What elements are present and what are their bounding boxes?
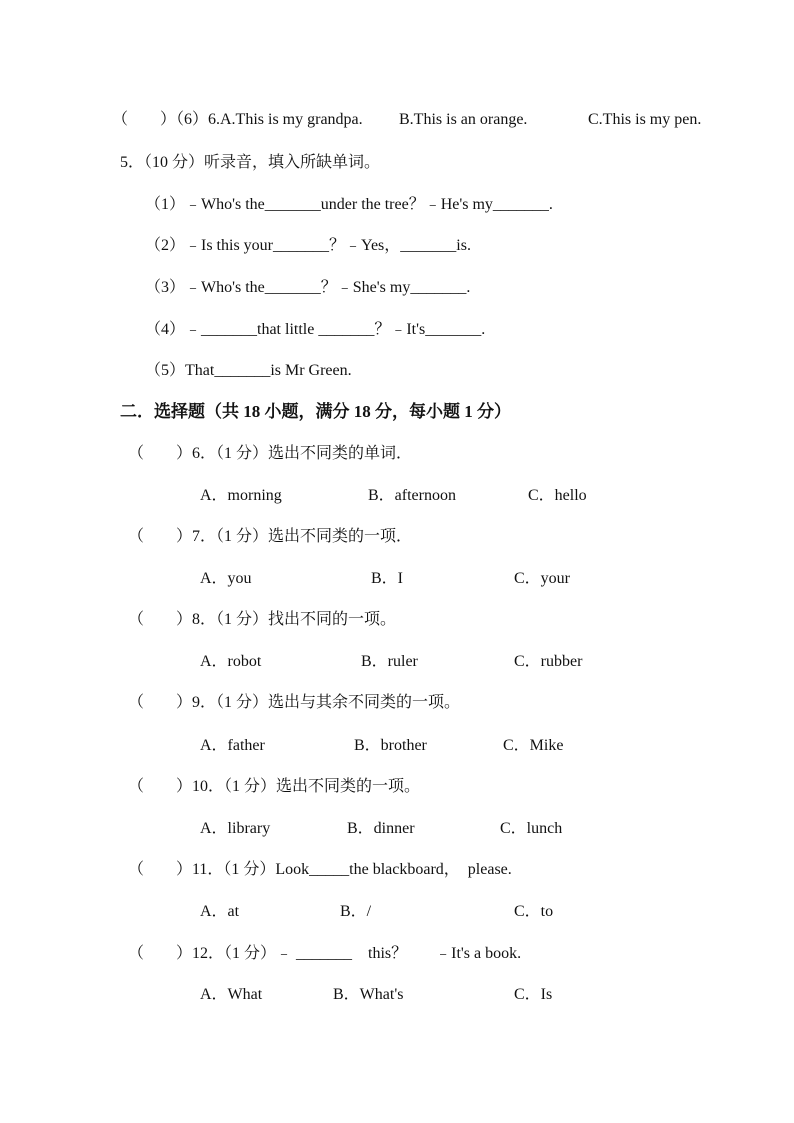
option-b: B．brother — [354, 737, 427, 754]
option-b: B．/ — [340, 903, 372, 920]
fill-blank-2: （2）﹣Is this your_______？﹣Yes，_______is. — [145, 237, 471, 254]
option-a: A．morning — [200, 487, 282, 504]
option-c: C．lunch — [500, 820, 563, 837]
option-b: B．dinner — [347, 820, 415, 837]
section-2-heading: 二．选择题（共 18 小题，满分 18 分，每小题 1 分） — [120, 402, 511, 421]
fill-blank-1: （1）﹣Who's the_______under the tree？﹣He's my_______. — [145, 196, 553, 213]
fill-blank-4: （4）﹣_______that little _______？﹣It's_______. — [145, 321, 486, 338]
question-stem: （ ）7．（1 分）选出不同类的一项． — [128, 528, 413, 545]
option-b: B．ruler — [361, 653, 418, 670]
question-stem: （ ）6．（1 分）选出不同类的单词． — [128, 445, 413, 462]
option-c: C．Is — [514, 986, 553, 1003]
option-a: A．at — [200, 903, 240, 920]
option-b: B．What's — [333, 986, 404, 1003]
option-b: B．afternoon — [368, 487, 456, 504]
option-a: A．What — [200, 986, 263, 1003]
question-stem: （ ）10．（1 分）选出不同类的一项。 — [128, 778, 421, 795]
question-stem: （ ）9．（1 分）选出与其余不同类的一项。 — [128, 694, 461, 711]
option-c: C．Mike — [503, 737, 564, 754]
option-a: A．robot — [200, 653, 262, 670]
listening-item-6-stem: （ ）（6）6.A.This is my grandpa. — [112, 111, 363, 128]
question-stem: （ ）8．（1 分）找出不同的一项。 — [128, 611, 397, 628]
option-a: A．father — [200, 737, 265, 754]
option-c: C．your — [514, 570, 571, 587]
option-a: A．library — [200, 820, 271, 837]
option-c: C．to — [514, 903, 554, 920]
question-stem: （ ）11．（1 分）Look_____the blackboard， please. — [128, 861, 512, 878]
option-a: A．you — [200, 570, 252, 587]
listening-item-6-option-c: C.This is my pen. — [588, 111, 702, 128]
option-b: B．I — [371, 570, 404, 587]
option-c: C．rubber — [514, 653, 583, 670]
fill-blank-5: （5）That_______is Mr Green. — [145, 362, 352, 379]
listening-item-6-option-b: B.This is an orange. — [399, 111, 528, 128]
question-stem: （ ）12．（1 分）﹣ _______ this？ ﹣It's a book. — [128, 945, 522, 962]
question-5-heading: 5．（10 分）听录音，填入所缺单词。 — [120, 154, 381, 171]
option-c: C．hello — [528, 487, 587, 504]
fill-blank-3: （3）﹣Who's the_______？﹣She's my_______. — [145, 279, 471, 296]
